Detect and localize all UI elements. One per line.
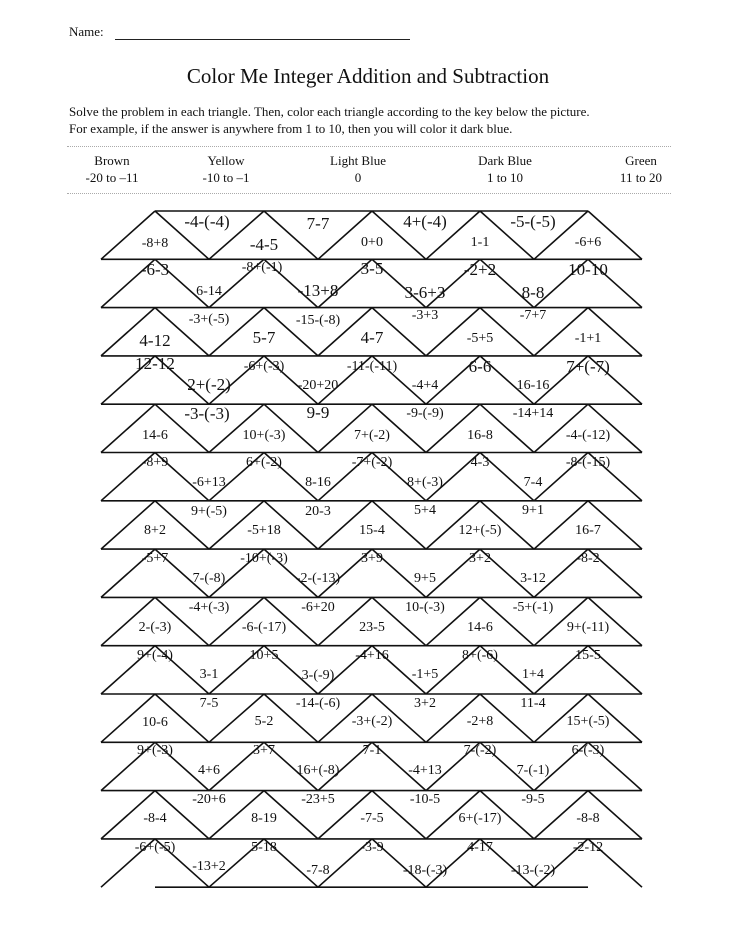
problem-label: 7-5 [199,696,219,712]
problem-label: 0+0 [361,235,383,251]
problem-label: -8-2 [576,551,600,567]
problem-label: -9-5 [521,792,545,808]
problem-label: -3-9 [360,840,384,856]
problem-label: -5+18 [247,523,281,539]
problem-label: 5-18 [251,840,277,856]
problem-label: 14-6 [142,428,168,444]
page-title: Color Me Integer Addition and Subtraction [186,64,550,88]
problem-label: 7+(-2) [354,428,390,444]
problem-label: -9-(-9) [406,406,444,422]
problem-label: 6+(-17) [458,811,502,827]
problem-label: 14-6 [467,620,493,636]
problem-label: 6-(-3) [571,743,605,759]
problem-label: 23-5 [359,620,385,636]
problem-label: -3+3 [411,308,439,324]
problem-label: 1-1 [470,235,490,251]
problem-label: 3+7 [253,743,275,759]
problem-label: -6+20 [301,600,335,616]
problem-label: 4-7 [360,327,384,347]
problem-label: 4-12 [139,330,171,350]
problem-label: 4-17 [467,840,493,856]
problem-label: 15-4 [359,523,385,539]
problem-label: -3+(-5) [188,312,230,328]
problem-label: -8-8 [576,811,600,827]
problem-label: 1+4 [522,667,544,683]
problem-label: 3-6+3 [404,282,446,302]
problem-label: -4+13 [408,763,442,779]
problem-label: -15-(-8) [295,313,341,329]
problem-label: -7+7 [519,308,547,324]
problem-label: 5-7 [252,327,276,347]
problem-label: -4-(-12) [565,428,611,444]
problem-label: 3-12 [520,571,546,587]
problem-label: -7+(-2) [351,455,393,471]
problem-label: 4-3 [470,455,490,471]
key-color-dark-blue: Dark Blue [478,153,532,168]
problem-label: -6-(-17) [241,620,287,636]
key-color-light-blue: Light Blue [330,153,386,168]
problem-label: 7+(-7) [566,356,610,376]
problem-label: -2-12 [572,840,604,856]
problem-label: -6-3 [140,259,170,279]
problem-label: 7-7 [306,213,330,233]
triangle-grid [101,211,642,887]
instructions-line-2: For example, if the answer is anywhere from 1 to 10, then you will color it dark blue. [69,121,513,136]
problem-label: -4+16 [355,648,389,664]
key-color-green: Green [625,153,657,168]
problem-label: 4+(-4) [403,211,447,231]
problem-label: -2-(-13) [295,571,341,587]
problem-label: 9+(-5) [191,504,227,520]
problem-label: 5+4 [414,503,436,519]
problem-label: 3+9 [361,551,383,567]
problem-label: -4+(-3) [188,600,230,616]
problem-label: 3-5 [360,258,384,278]
problem-label: -10+(-3) [240,551,288,567]
problem-label: 3+2 [469,551,491,567]
problem-label: 8-16 [305,475,331,491]
problem-label: -18-(-3) [402,863,448,879]
problem-label: 12+(-5) [458,523,502,539]
instructions-line-1: Solve the problem in each triangle. Then, color each triangle according to the key below the picture. [69,104,590,119]
problem-label: -6+6 [574,235,602,251]
problem-label: 16-8 [467,428,493,444]
key-range-green: 11 to 20 [619,170,663,185]
problem-label: -14-(-6) [295,696,341,712]
problem-label: 11-4 [520,696,546,712]
problem-label: 10-10 [568,259,608,279]
problem-label: -8+9 [141,455,169,471]
problem-label: 15-5 [575,648,601,664]
problem-label: 2+(-2) [187,374,231,394]
problem-label: 3-(-9) [301,668,335,684]
problem-label: 8+(-3) [407,475,443,491]
problem-label: -1+5 [411,667,439,683]
problem-label: 16-7 [575,523,601,539]
problem-label: -7-5 [360,811,384,827]
problem-label: -2+8 [466,714,494,730]
problem-label: -4-(-4) [184,211,230,231]
key-range-yellow: -10 to –1 [202,170,250,185]
problem-label: -8-4 [143,811,167,827]
problem-label: -5+(-1) [512,600,554,616]
problem-label: 12-12 [135,353,175,373]
problem-label: -8-(-15) [565,455,611,471]
problem-label: -1+1 [574,331,602,347]
problem-label: -20+6 [192,792,226,808]
problem-label: 20-3 [305,504,331,520]
problem-label: -5+7 [141,551,169,567]
problem-label: 3-1 [199,667,219,683]
problem-label: -10-5 [409,792,441,808]
problem-label: -23+5 [301,792,335,808]
problem-label: 9+1 [522,503,544,519]
problem-label: -13-(-2) [510,863,556,879]
problem-label: 15+(-5) [566,714,610,730]
problem-label: -3-(-3) [184,403,230,423]
problem-label: -4+4 [411,378,439,394]
problem-label: 6-6 [468,356,492,376]
problem-label: -11-(-11) [346,359,398,375]
problem-label: -3+(-2) [351,714,393,730]
problem-label: -13+2 [192,859,226,875]
problem-label: -20+20 [297,378,339,394]
problem-label: 9+(-11) [566,620,610,636]
problem-label: -5+5 [466,331,494,347]
problem-label: 16+(-8) [296,763,340,779]
problem-label: -2+2 [463,259,497,279]
key-range-brown: -20 to –11 [85,170,139,185]
problem-label: 10-(-3) [405,600,445,616]
name-label: Name: [69,24,104,39]
key-range-light-blue: 0 [354,170,362,185]
problem-label: 7-4 [523,475,543,491]
key-color-yellow: Yellow [207,153,245,168]
problem-label: 7-(-2) [463,743,497,759]
problem-label: 8-19 [251,811,277,827]
problem-label: 7-(-8) [192,571,226,587]
problem-label: -4-5 [249,234,279,254]
problem-label: 6-14 [196,284,222,300]
problem-label: 9-9 [306,402,330,422]
problem-label: -6+13 [192,475,226,491]
problem-label: 10+(-3) [242,428,286,444]
key-range-dark-blue: 1 to 10 [486,170,524,185]
key-color-brown: Brown [94,153,130,168]
problem-label: 16-16 [516,378,550,394]
problem-label: -7-8 [306,863,330,879]
problem-label: 5-2 [254,714,274,730]
problem-label: 4+6 [198,763,220,779]
problem-label: 7-(-1) [516,763,550,779]
problem-label: 8-8 [521,282,545,302]
problem-label: -13+8 [297,280,339,300]
problem-label: 9+(-3) [137,743,173,759]
problem-label: -5-(-5) [510,211,556,231]
problem-label: 10+5 [249,648,279,664]
problem-label: 3+2 [414,696,436,712]
problem-label: 9+(-4) [137,648,173,664]
problem-label: 9+5 [414,571,436,587]
problem-label: 7-1 [362,743,382,759]
problem-label: -6+(-3) [243,359,285,375]
problem-label: 10-6 [142,715,168,731]
problem-label: 2-(-3) [138,620,172,636]
problem-label: -14+14 [512,406,554,422]
problem-label: 8+(-6) [462,648,498,664]
problem-label: 8+2 [144,523,166,539]
problem-label: -8+(-1) [241,260,283,276]
problem-label: -6+(-5) [134,840,176,856]
problem-label: 6+(-2) [246,455,282,471]
problem-label: -8+8 [141,236,169,252]
